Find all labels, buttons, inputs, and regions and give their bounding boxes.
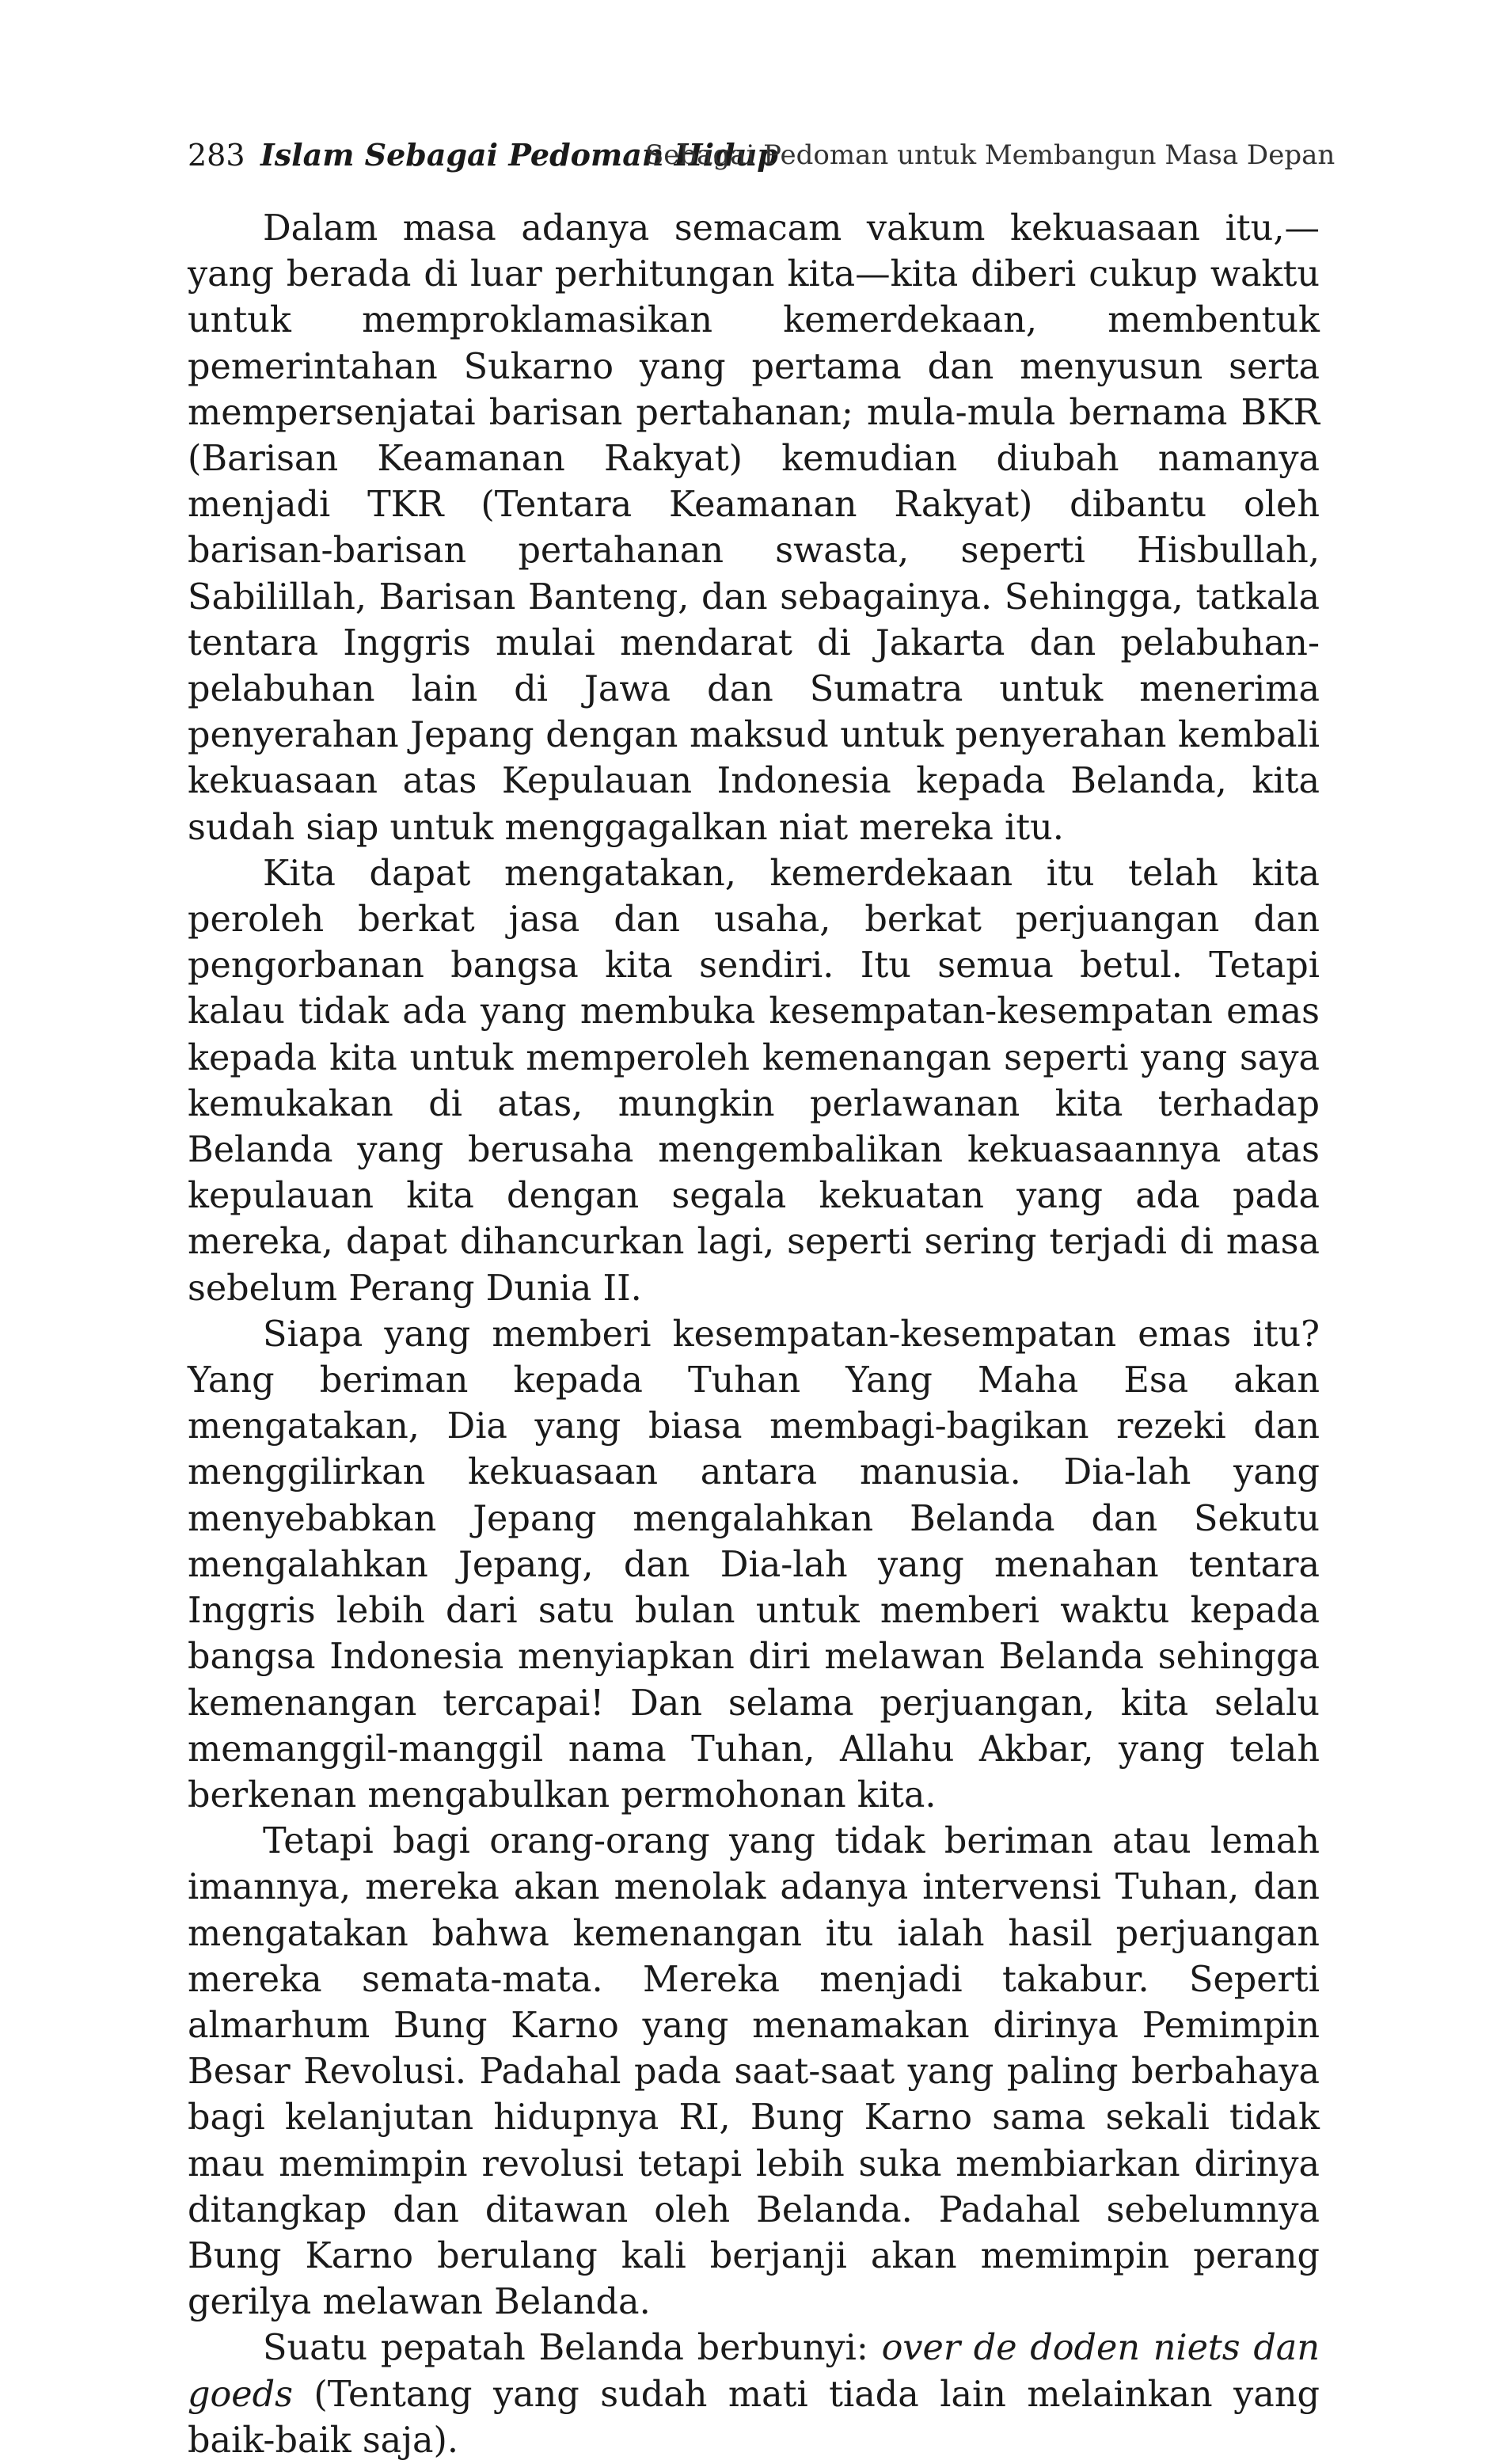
paragraph-2: Kita dapat mengatakan, kemerdekaan itu telah kita peroleh berkat jasa dan usaha, berkat perjuangan dan pengorbanan bangsa kita sendiri. Itu semua betul. Tetapi kalau tidak ada yang membuka kesempatan-kesempatan emas kepada kita untuk memperoleh kemenangan seperti yang saya kemukakan di atas, mungkin perlawanan kita terhadap Belanda yang berusaha mengembalikan kekuasaannya atas kepulauan kita dengan segala kekuatan yang ada pada mereka, dapat dihancurkan lagi, seperti sering terjadi di masa sebelum Perang Dunia II. (188, 853, 1320, 1309)
running-subtitle: Sebagai Pedoman untuk Membangun Masa Depan (645, 139, 1336, 171)
paragraph-1: Dalam masa adanya semacam vakum kekuasaan itu,—yang berada di luar perhitungan kita—kita diberi cukup waktu untuk memproklamasikan kemerdekaan, membentuk pemerintahan Sukarno yang pertama dan menyusun serta mempersenjatai barisan pertahanan; mula-mula bernama BKR (Barisan Keamanan Rakyat) kemudian diubah namanya menjadi TKR (Tentara Keamanan Rakyat) dibantu oleh barisan-barisan pertahanan swasta, seperti Hisbullah, Sabilillah, Barisan Banteng, dan sebagainya. Sehingga, tatkala tentara Inggris mulai mendarat di Jakarta dan pelabuhan-pelabuhan lain di Jawa dan Sumatra untuk menerima penyerahan Jepang dengan maksud untuk penyerahan kembali kekuasaan atas Kepulauan Indonesia kepada Belanda, kita sudah siap untuk menggagalkan niat mereka itu. (188, 208, 1320, 848)
page-number: 283 (188, 138, 245, 173)
page-header (188, 133, 1336, 188)
paragraph-5-start: Suatu pepatah Belanda berbunyi: (263, 2328, 882, 2369)
paragraph-4: Tetapi bagi orang-orang yang tidak beriman atau lemah imannya, mereka akan menolak adanya intervensi Tuhan, dan mengatakan bahwa kemenangan itu ialah hasil perjuangan mereka semata-mata. Mereka menjadi takabur. Seperti almarhum Bung Karno yang menamakan dirinya Pemimpin Besar Revolusi. Padahal pada saat-saat yang paling berbahaya bagi kelanjutan hidupnya RI, Bung Karno sama sekali tidak mau memimpin revolusi tetapi lebih suka membiarkan dirinya ditangkap dan ditawan oleh Belanda. Padahal sebelumnya Bung Karno berulang kali berjanji akan memimpin perang gerilya melawan Belanda. (188, 1821, 1320, 2323)
paragraph-5 (188, 2325, 1320, 2464)
paragraph-3: Siapa yang memberi kesempatan-kesempatan emas itu? Yang beriman kepada Tuhan Yang Maha Esa akan mengatakan, Dia yang biasa membagi-bagikan rezeki dan menggilirkan kekuasaan antara manusia. Dia-lah yang menyebabkan Jepang mengalahkan Belanda dan Sekutu mengalahkan Jepang, dan Dia-lah yang menahan tentara Inggris lebih dari satu bulan untuk memberi waktu kepada bangsa Indonesia menyiapkan diri melawan Belanda sehingga kemenangan tercapai! Dan selama perjuangan, kita selalu memanggil-manggil nama Tuhan, Allahu Akbar, yang telah berkenan mengabulkan permohonan kita. (188, 1314, 1320, 1816)
body-text (188, 206, 1320, 2464)
dutch-proverb: over de doden niets dan goeds (188, 2328, 1320, 2415)
paragraph-5-end: (Tentang yang sudah mati tiada lain melainkan yang baik-baik saja). (188, 2374, 1320, 2461)
running-title: Islam Sebagai Pedoman Hidup (260, 137, 778, 173)
